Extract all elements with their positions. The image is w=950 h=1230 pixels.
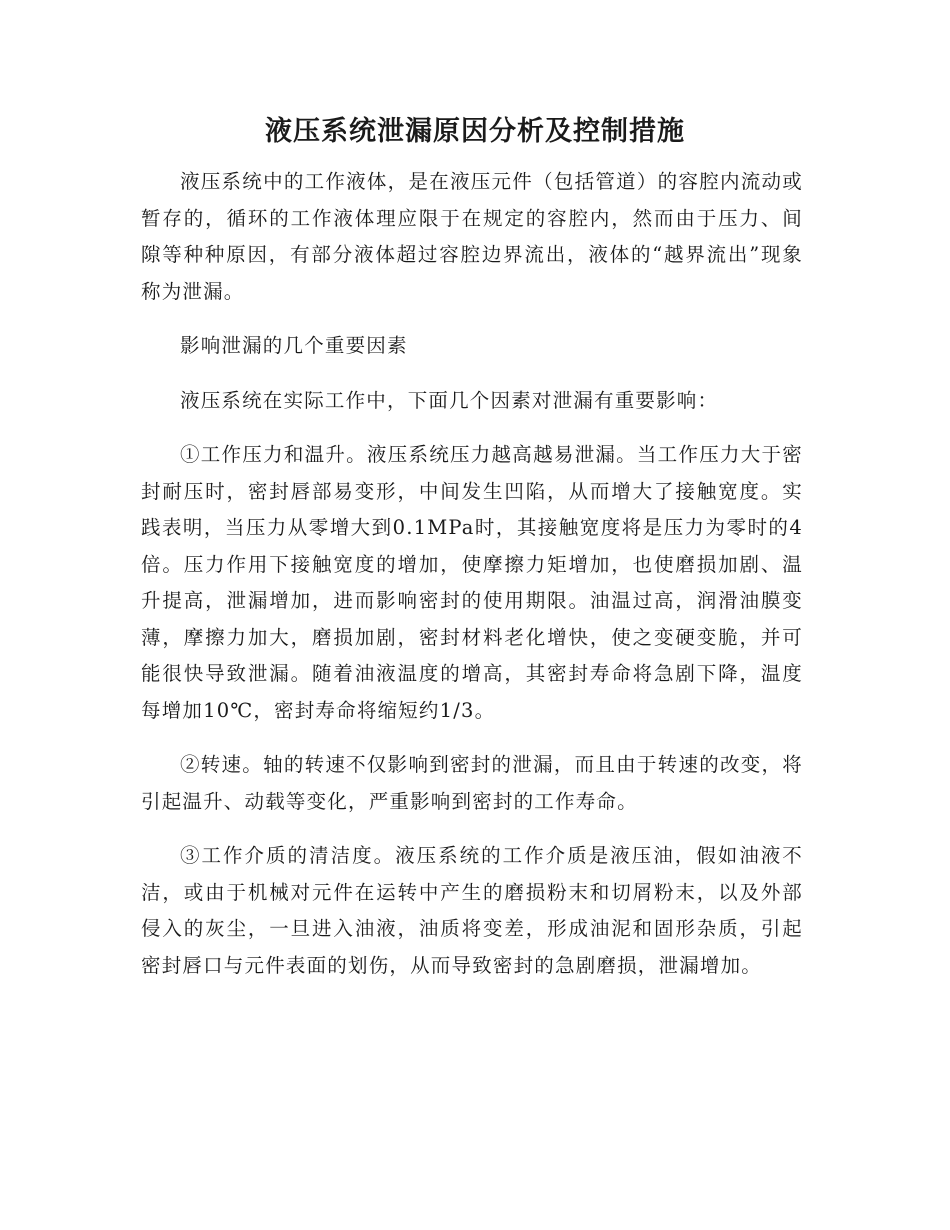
paragraph-pressure-temperature: ①工作压力和温升。液压系统压力越高越易泄漏。当工作压力大于密封耐压时，密封唇部易变形，中间发生凹陷，从而增大了接触宽度。实践表明，当压力从零增大到0.1MPa时，其接触宽度将是压力为零时的4倍。压力作用下接触宽度的增加，使摩擦力矩增加，也使磨损加剧、温升提高，泄漏增加，进而影响密封的使用期限。油温过高，润滑油膜变薄，摩擦力加大，磨损加剧，密封材料老化增快，使之变硬变脆，并可能很快导致泄漏。随着油液温度的增高，其密封寿命将急剧下降，温度每增加10℃，密封寿命将缩短约1/3。 <box>141 443 803 722</box>
document-body <box>141 164 803 1002</box>
document-title: 液压系统泄漏原因分析及控制措施 <box>265 116 685 147</box>
paragraph-section-heading: 影响泄漏的几个重要因素 <box>180 334 408 357</box>
paragraph-intro: 液压系统中的工作液体，是在液压元件（包括管道）的容腔内流动或暂存的，循环的工作液体理应限于在规定的容腔内，然而由于压力、间隙等种种原因，有部分液体超过容腔边界流出，液体的“越界流出”现象称为泄漏。 <box>141 170 803 303</box>
paragraph-factors-intro: 液压系统在实际工作中，下面几个因素对泄漏有重要影响： <box>180 388 719 412</box>
paragraph-cleanliness: ③工作介质的清洁度。液压系统的工作介质是液压油，假如油液不洁，或由于机械对元件在运转中产生的磨损粉末和切屑粉末，以及外部侵入的灰尘，一旦进入油液，油质将变差，形成油泥和固形杂质，引起密封唇口与元件表面的划伤，从而导致密封的急剧磨损，泄漏增加。 <box>141 844 803 977</box>
paragraph-speed: ②转速。轴的转速不仅影响到密封的泄漏，而且由于转速的改变，将引起温升、动载等变化，严重影响到密封的工作寿命。 <box>141 753 803 813</box>
